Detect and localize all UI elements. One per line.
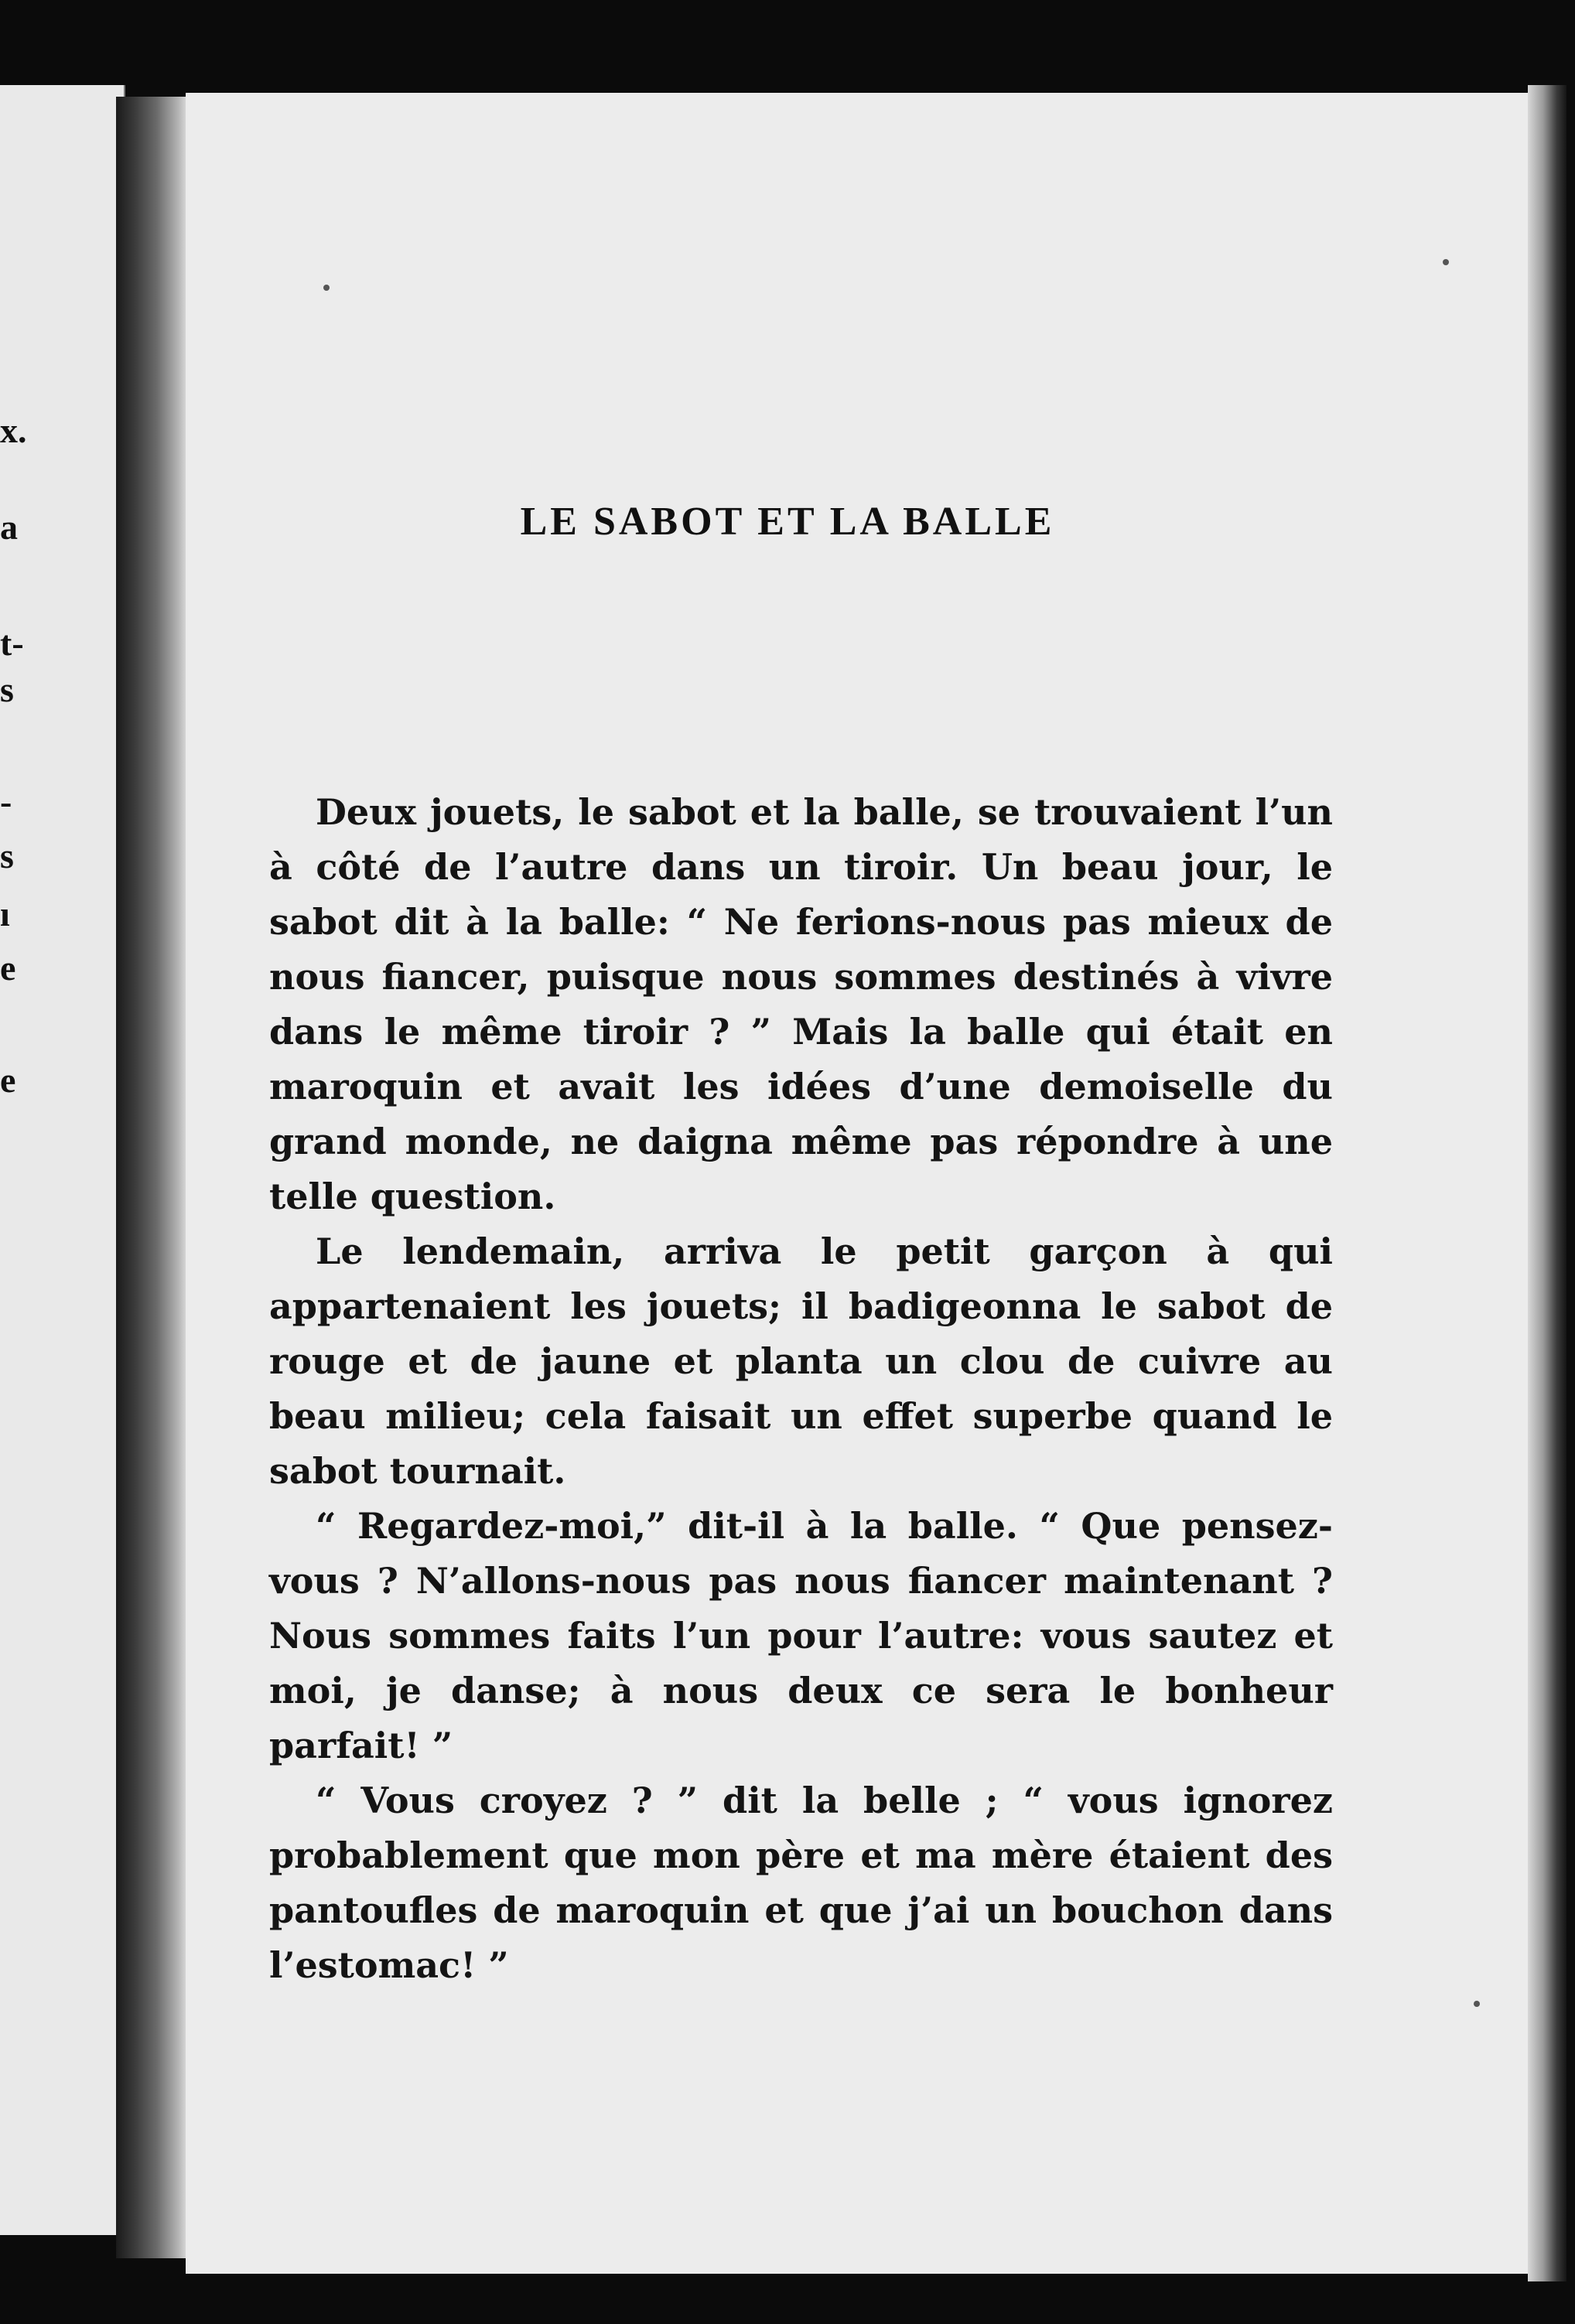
page-edge-shadow bbox=[1528, 85, 1566, 2281]
left-page-fragment: t- bbox=[0, 623, 24, 663]
paragraph: “ Regardez-moi,” dit-il à la balle. “ Que pensez-vous ? N’allons-nous pas nous fiancer maintenant ? Nous sommes faits l’un pour l’autre: vous sautez et moi, je danse; à nous deux ce sera le bonheur parfait! ” bbox=[269, 1505, 1333, 1766]
left-page-fragment: - bbox=[0, 782, 12, 821]
left-page-fragment: x. bbox=[0, 411, 27, 450]
paragraph: Deux jouets, le sabot et la balle, se trouvaient l’un à côté de l’autre dans un tiroir. Un beau jour, le sabot dit à la balle: “ Ne ferions-nous pas mieux de nous fiancer, puisque nous sommes destinés à vivre dans le même tiroir ? ” Mais la balle qui était en maroquin et avait les idées d’une demoiselle du grand monde, ne daigna même pas répondre à une telle question. bbox=[269, 791, 1333, 1217]
speck bbox=[1474, 2001, 1480, 2007]
binding-gutter bbox=[116, 97, 190, 2258]
paragraph: Le lendemain, arriva le petit garçon à qui appartenaient les jouets; il badigeonna le sabot de rouge et de jaune et planta un clou de cuivre au beau milieu; cela faisait un effet superbe quand le sabot tournait. bbox=[269, 1230, 1333, 1492]
left-page-fragment: a bbox=[0, 507, 18, 547]
left-page-fragment: e bbox=[0, 948, 16, 988]
left-page-fragment: s bbox=[0, 670, 14, 709]
left-page-fragment: ı bbox=[0, 894, 10, 933]
left-facing-page bbox=[0, 85, 125, 2235]
left-page-fragment: s bbox=[0, 836, 14, 875]
speck bbox=[1443, 259, 1449, 265]
story-title: LE SABOT ET LA BALLE bbox=[520, 500, 1055, 544]
left-page-fragment: e bbox=[0, 1060, 16, 1100]
story-body bbox=[269, 785, 1333, 1993]
paragraph: “ Vous croyez ? ” dit la belle ; “ vous ignorez probablement que mon père et ma mère étaient des pantoufles de maroquin et que j’ai un bouchon dans l’estomac! ” bbox=[269, 1780, 1333, 1986]
speck bbox=[323, 285, 330, 291]
